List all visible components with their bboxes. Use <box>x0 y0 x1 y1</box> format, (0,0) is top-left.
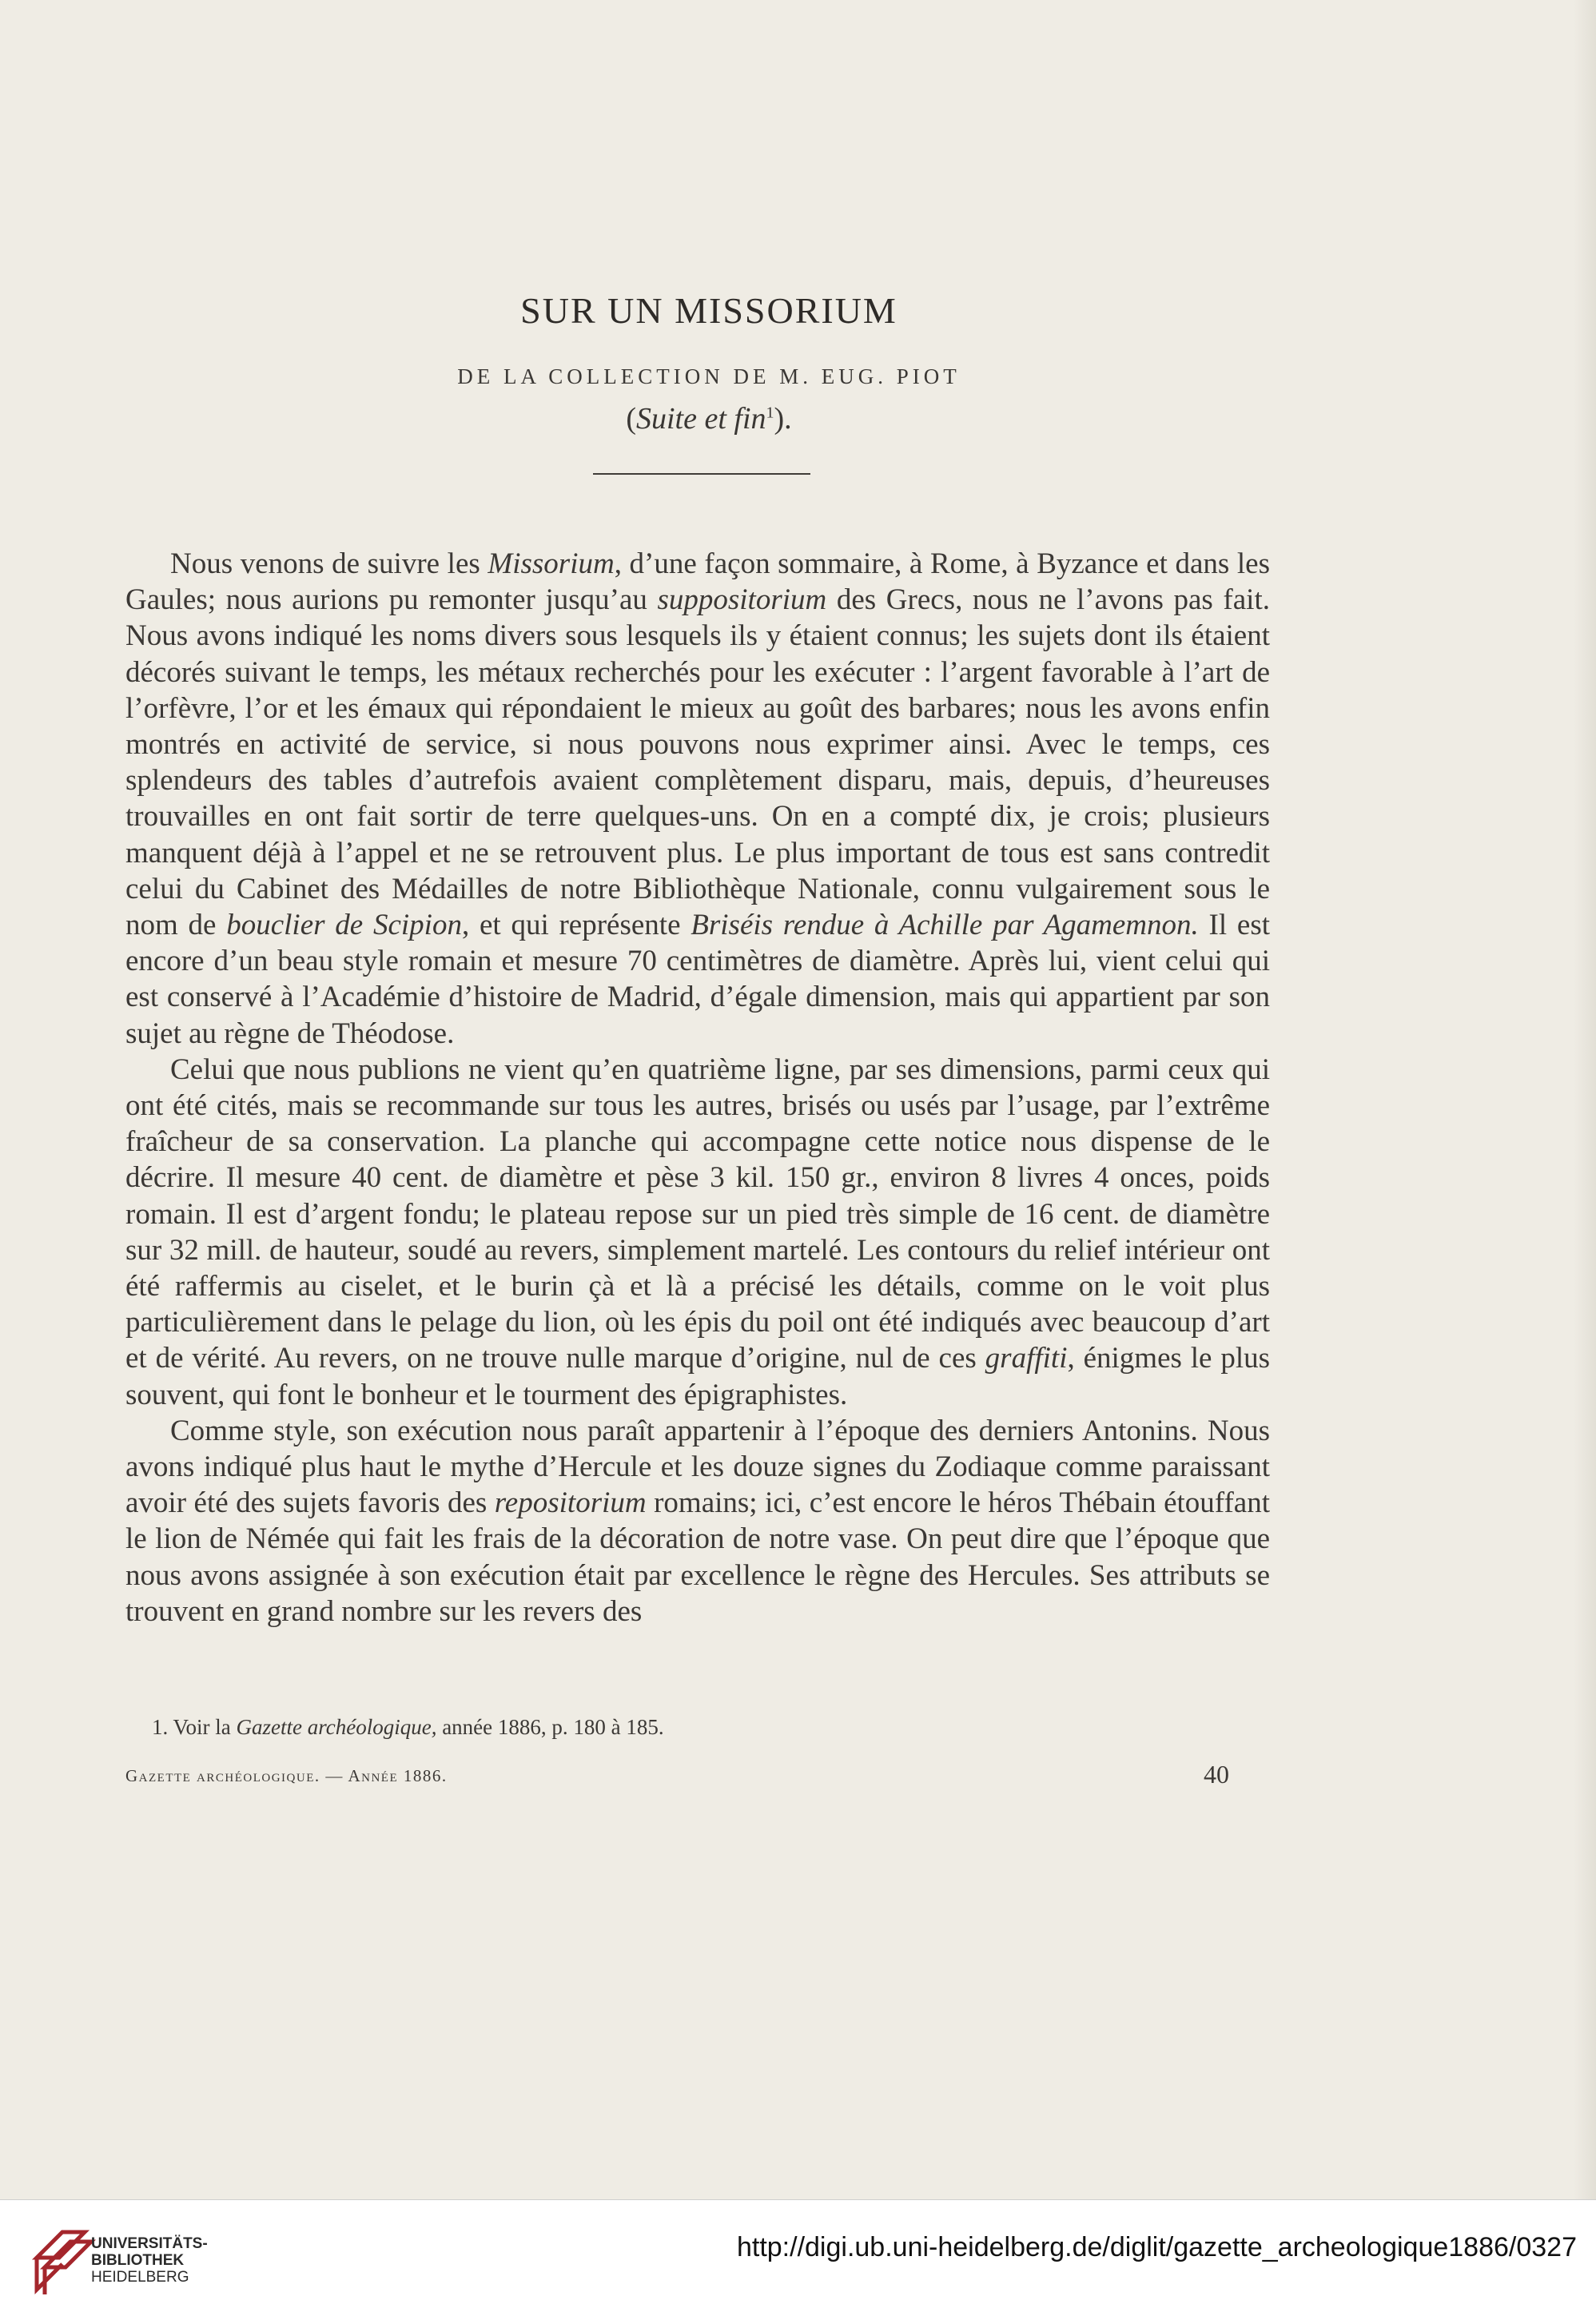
italic-run: repositorium <box>494 1486 647 1520</box>
text-run: Celui que nous publions ne vient qu’en quatrième ligne, par ses dimensions, parmi ceux qui ont été cités, mais se recommande sur tous les autres, brisés ou usés par l’usage, par l’extrême fraîcheur de sa conservation. La planche qui accompagne cette notice nous dispense de le décrire. Il mesure 40 cent. de diamètre et pèse 3 kil. 150 gr., environ 8 livres 4 onces, poids romain. Il est d’argent fondu; le plateau repose sur un pied très simple de 16 cent. de diamètre sur 32 mill. de hauteur, soudé au revers, simplement martelé. Les contours du relief intérieur ont été raffermis au ciselet, et le burin çà et là a précisé les détails, comme on le voit plus particulièrement dans le pelage du lion, où les épis du poil ont été indiqués avec beaucoup d’art et de vérité. Au revers, on ne trouve nulle marque d’origine, nul de ces <box>125 1053 1270 1375</box>
italic-run: Missorium <box>488 547 615 580</box>
ub-heidelberg-logo-icon[interactable] <box>30 2210 99 2298</box>
italic-run: suppositorium <box>657 583 827 617</box>
text-run: , d’une façon sommaire, à Rome, à Byzance et dans les Gaules; nous aurions pu remonter jusqu’au <box>125 547 1270 617</box>
text-run: , énigmes le plus souvent, qui font le bonheur et le tourment des épigraphistes. <box>125 1342 1271 1411</box>
suite-et-fin: Suite et fin <box>635 402 766 436</box>
paren-close: ). <box>774 402 792 436</box>
article-title: SUR UN MISSORIUM <box>520 290 898 331</box>
library-name-line: HEIDELBERG <box>91 2269 189 2286</box>
paragraph-1 <box>125 546 1270 1052</box>
text-run: année 1886, p. 180 à 185. <box>436 1715 664 1739</box>
text-run: des Grecs, nous ne l’avons pas fait. Nous avons indiqué les noms divers sous lesquels ils y étaient connus; les sujets dont ils étaient décorés suivant le temps, les métaux recherchés pour les exécuter : l’argent favorable à l’art de l’orfèvre, l’or et les émaux qui répondaient le mieux au goût des barbares; nous les avons enfin montrés en activité de service, si nous pouvons nous exprimer ainsi. Avec le temps, ces splendeurs des tables d’autrefois avaient complètement disparu, mais, depuis, d’heureuses trouvailles en ont fait sortir de terre quelques-uns. On en a compté dix, je crois; plusieurs manquent déjà à l’appel et ne se retrouvent plus. Le plus important de tous est sans contredit celui du Cabinet des Médailles de notre Bibliothèque Nationale, connu vulgairement sous le nom de <box>125 583 1270 942</box>
paragraph-2 <box>125 1052 1270 1413</box>
text-run: , et qui représente <box>461 909 691 942</box>
library-banner <box>0 2199 1596 2312</box>
article-body <box>125 546 1270 1630</box>
text-run: Comme style, son exécution nous paraît appartenir à l’époque des derniers Antonins. Nous avons indiqué plus haut le mythe d’Hercule et les douze signes du Zodiaque comme paraissant avoir été des sujets favoris des <box>125 1414 1270 1520</box>
paragraph-3 <box>125 1413 1270 1630</box>
title-divider <box>593 473 810 475</box>
text-run: Nous venons de suivre les <box>170 547 488 580</box>
footnote-number: 1. <box>152 1715 169 1739</box>
italic-run: Gazette archéologique, <box>236 1715 437 1739</box>
italic-run: graffiti <box>985 1342 1068 1375</box>
italic-run: Briséis rendue à Achille par Agamemnon. <box>691 909 1199 942</box>
page-number: 40 <box>1204 1760 1229 1789</box>
library-name-line: BIBLIOTHEK <box>91 2252 185 2269</box>
page-edge-shadow <box>1574 0 1596 2199</box>
text-run: Voir la <box>168 1715 237 1739</box>
library-name-line: UNIVERSITÄTS- <box>91 2235 208 2252</box>
library-name[interactable] <box>91 2235 208 2286</box>
running-footer: Gazette archéologique. — Année 1886. <box>125 1766 448 1785</box>
text-run: Il est encore d’un beau style romain et mesure 70 centimètres de diamètre. Après lui, vient celui qui est conservé à l’Académie d’histoire de Madrid, d’égale dimension, mais qui appartient par son sujet au règne de Théodose. <box>125 909 1271 1050</box>
text-run: romains; ici, c’est encore le héros Thébain étouffant le lion de Némée qui fait les frais de la décoration de notre vase. On peut dire que l’époque que nous avons assignée à son exécution était par excellence le règne des Hercules. Ses attributs se trouvent en grand nombre sur les revers des <box>125 1486 1270 1628</box>
italic-run: bouclier de Scipion <box>226 909 462 942</box>
source-url-link[interactable]: http://digi.ub.uni-heidelberg.de/diglit/gazette_archeologique1886/0327 <box>736 2232 1577 2262</box>
footnote-mark: 1 <box>766 404 774 422</box>
footnote <box>152 1715 664 1740</box>
paren-open: ( <box>626 402 636 436</box>
article-subtitle: DE LA COLLECTION DE M. EUG. PIOT <box>457 364 961 388</box>
article-continuation-note <box>0 401 1418 436</box>
